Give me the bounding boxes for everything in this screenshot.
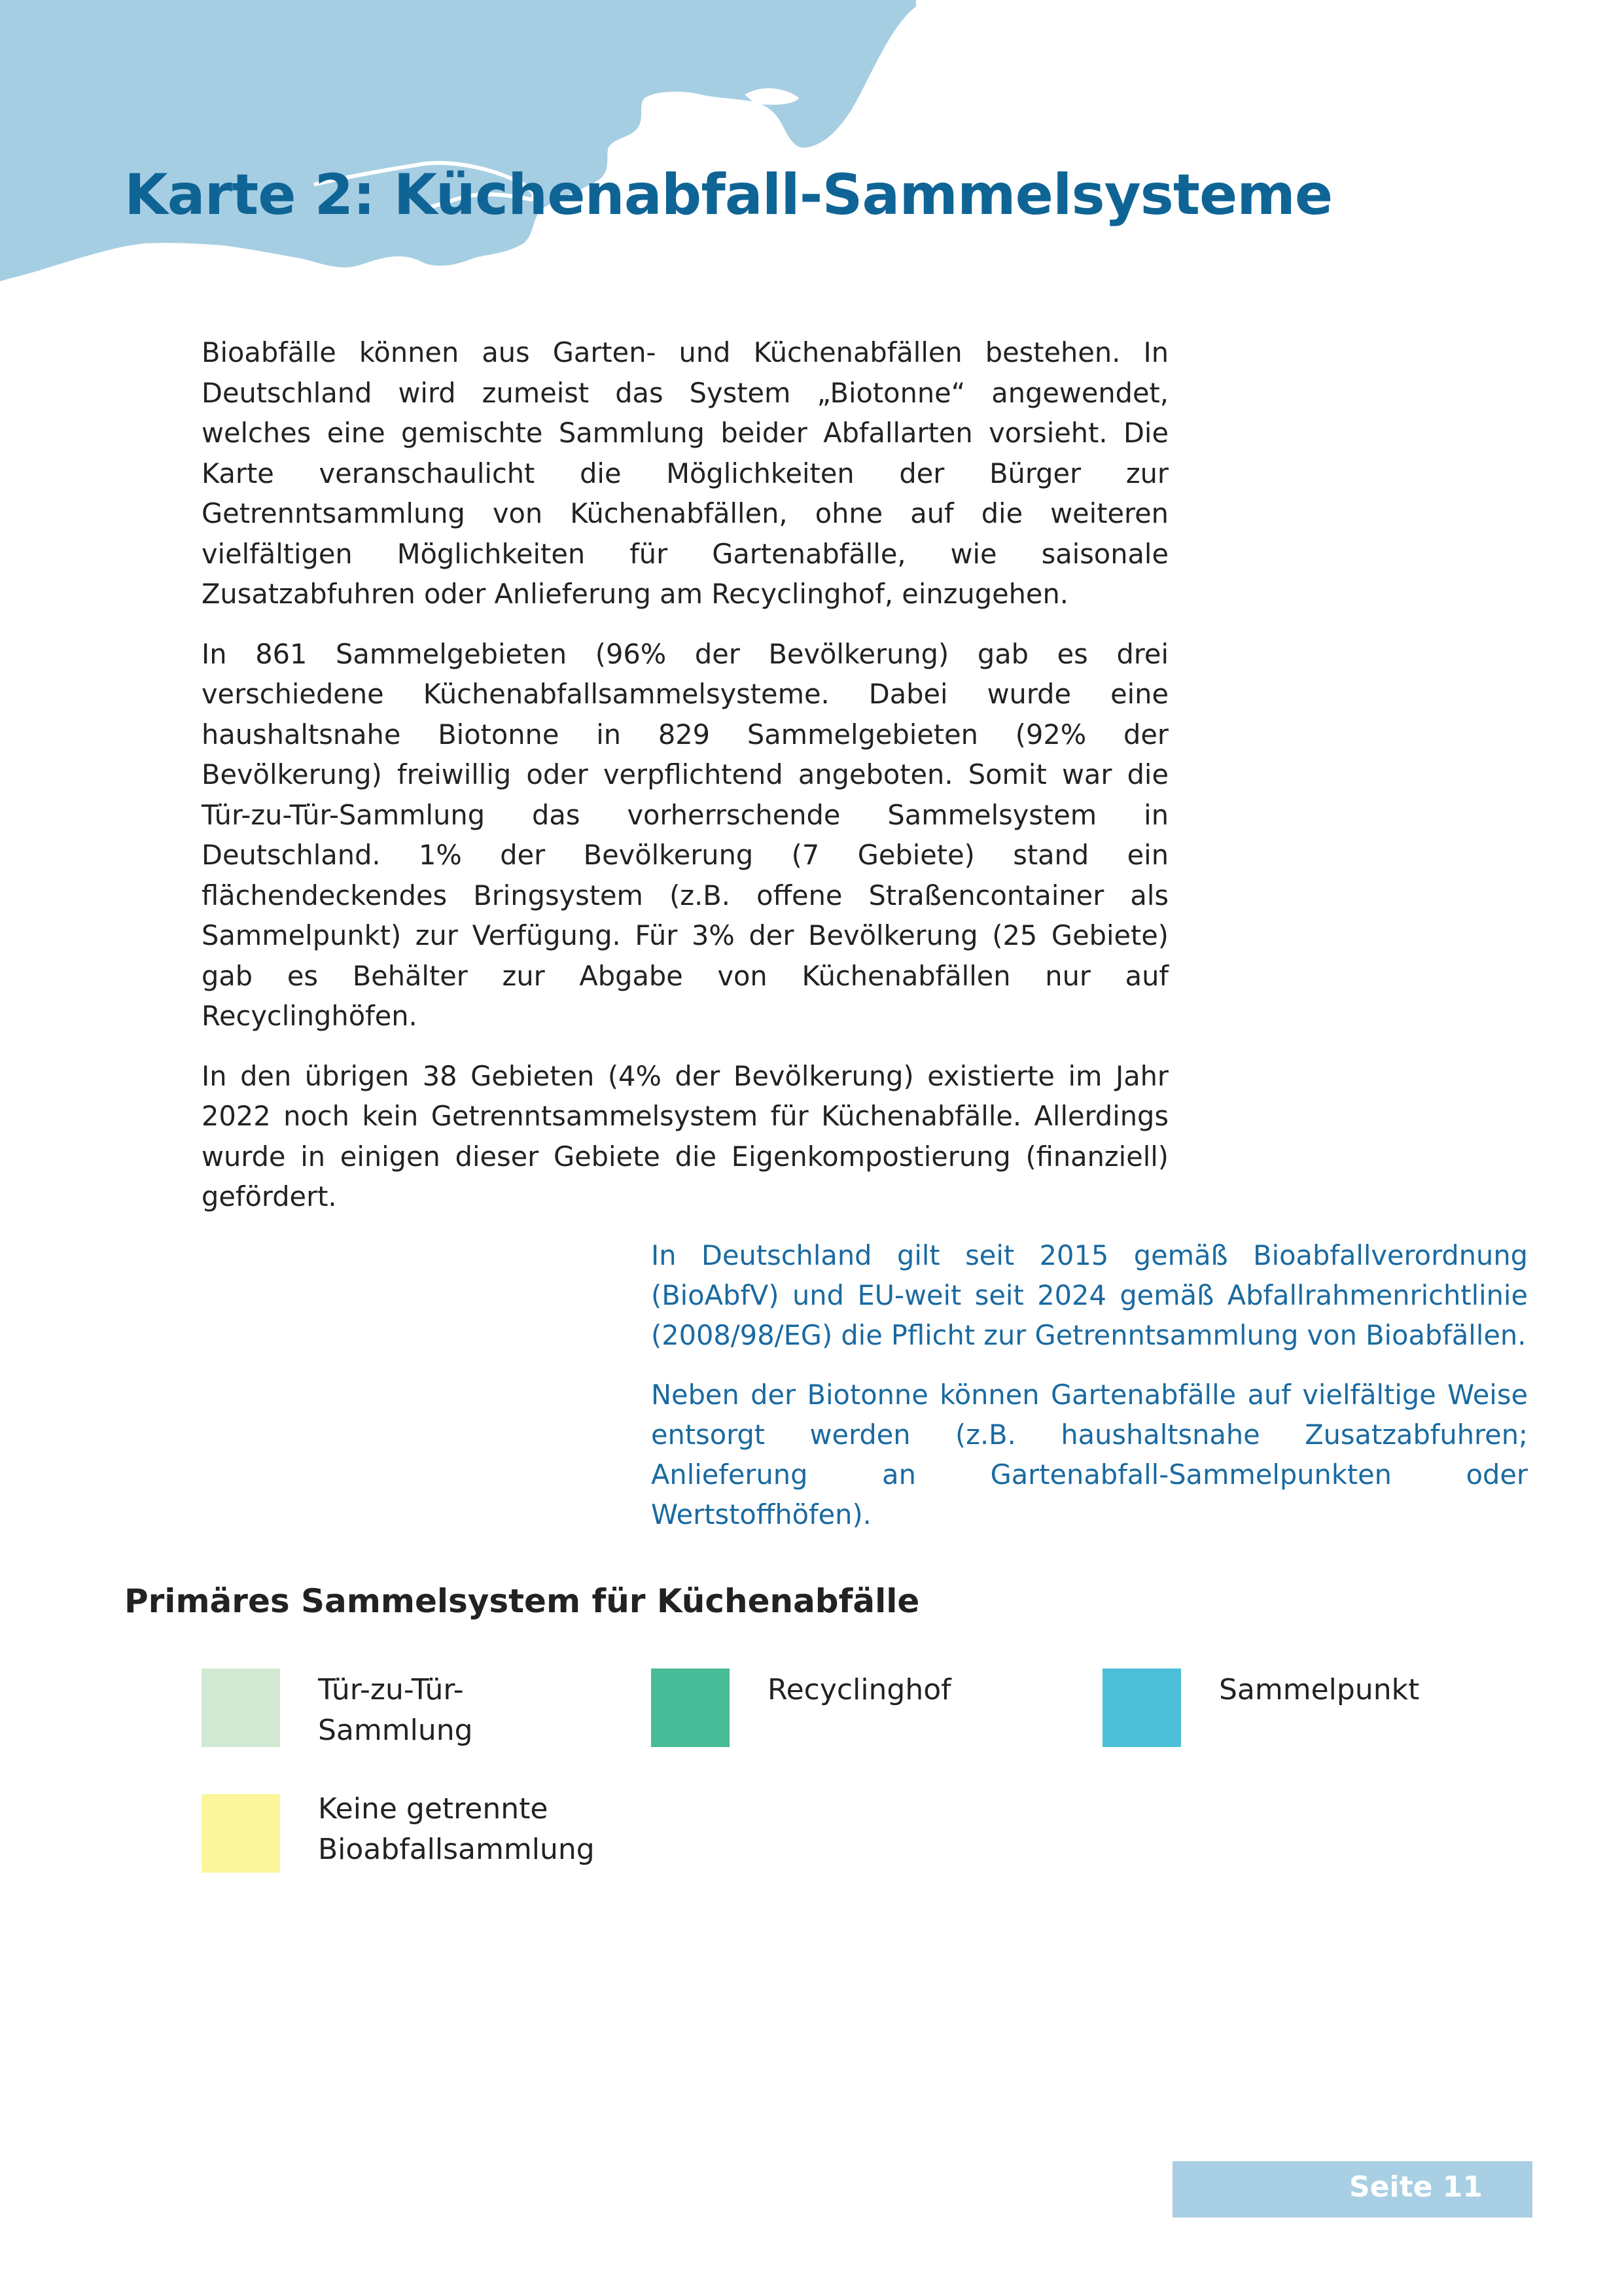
legend-label-no-separate-collection: Keine getrennte Bioabfallsammlung [318, 1792, 595, 1866]
legend-heading: Primäres Sammelsystem für Küchenabfälle [124, 1582, 920, 1620]
page-title: Karte 2: Küchenabfall-Sammelsysteme [124, 162, 1333, 228]
body-paragraph: Bioabfälle können aus Garten- und Küchenabfällen bestehen. In Deutschland wird zumeist das System „Biotonne“ angewendet, welches eine gemischte Sammlung beider Abfallarten vorsieht. Die Karte veranschaulicht die Möglichkeiten der Bürger zur Getrenntsammlung von Küchenabfällen, ohne auf die weiteren vielfältigen Möglichkeiten für Gartenabfälle, wie saisonale Zusatzabfuhren oder Anlieferung am Recyclinghof, einzugehen. [202, 336, 1169, 610]
page-number: Seite 11 [1349, 2170, 1483, 2204]
body-text [202, 332, 1169, 1237]
page-number-badge [1173, 2161, 1532, 2217]
info-box [651, 1235, 1528, 1554]
legend-swatch-no-separate-collection [202, 1794, 280, 1873]
legend-label-collection-point: Sammelpunkt [1219, 1673, 1420, 1706]
body-paragraph: In 861 Sammelgebieten (96% der Bevölkerung) gab es drei verschiedene Küchenabfallsammelsysteme. Dabei wurde eine haushaltsnahe Biotonne in 829 Sammelgebieten (92% der Bevölkerung) freiwillig oder verpflichtend angeboten. Somit war die Tür-zu-Tür-Sammlung das vorherrschende Sammelsystem in Deutschland. 1% der Bevölkerung (7 Gebiete) stand ein flächendeckendes Bringsystem (z.B. offene Straßencontainer als Sammelpunkt) zur Verfügung. Für 3% der Bevölkerung (25 Gebiete) gab es Behälter zur Abgabe von Küchenabfällen nur auf Recyclinghöfen. [202, 637, 1169, 1032]
map-sea-decoration [0, 0, 916, 301]
legend-swatch-recycling-yard [651, 1669, 730, 1747]
legend-swatch-collection-point [1103, 1669, 1181, 1747]
legend-swatch-door-to-door [202, 1669, 280, 1747]
body-paragraph: In den übrigen 38 Gebieten (4% der Bevölkerung) existierte im Jahr 2022 noch kein Getrenntsammelsystem für Küchenabfälle. Allerdings wurde in einigen dieser Gebiete die Eigenkompostierung (finanziell) gefördert. [202, 1059, 1169, 1212]
info-paragraph: Neben der Biotonne können Gartenabfälle auf vielfältige Weise entsorgt werden (z.B. haushaltsnahe Zusatzabfuhren; Anlieferung an Gartenabfall-Sammelpunkten oder Wertstoffhöfen). [651, 1379, 1528, 1530]
legend-label-recycling-yard: Recyclinghof [768, 1673, 951, 1706]
legend-label-door-to-door: Tür-zu-Tür-Sammlung [318, 1673, 473, 1747]
info-paragraph: In Deutschland gilt seit 2015 gemäß Bioabfallverordnung (BioAbfV) und EU-weit seit 2024 gemäß Abfallrahmenrichtlinie (2008/98/EG) die Pflicht zur Getrenntsammlung von Bioabfällen. [651, 1239, 1528, 1351]
